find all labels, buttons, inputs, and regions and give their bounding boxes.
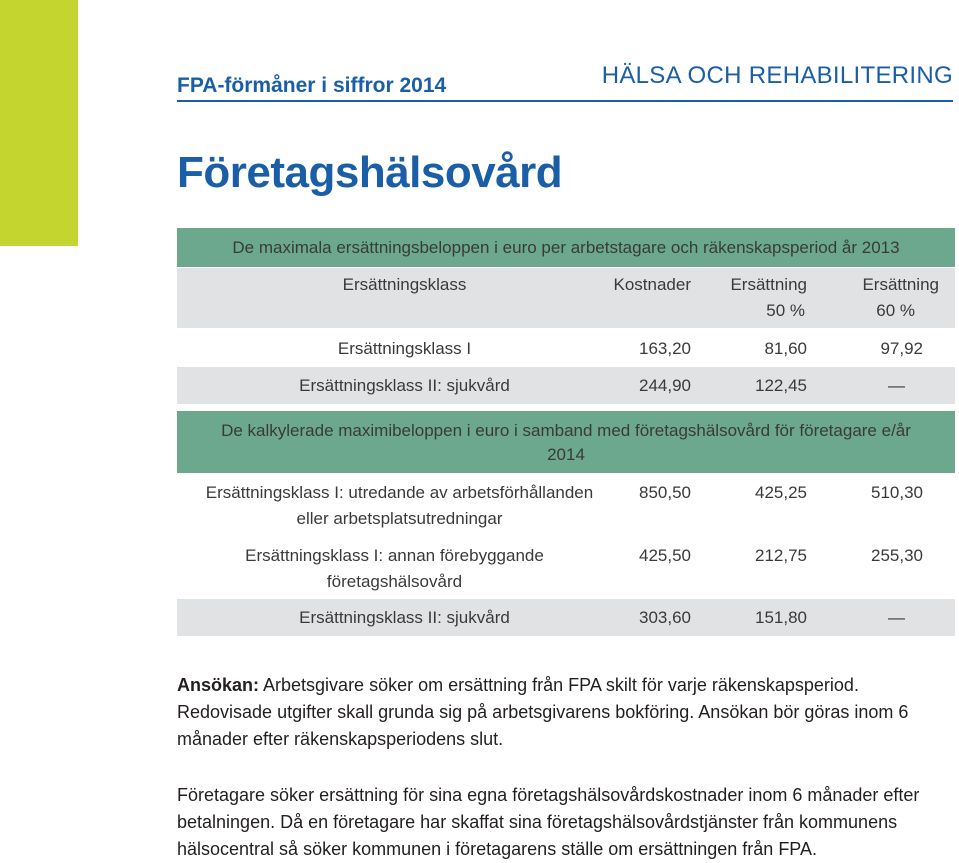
- application-label: Ansökan:: [177, 675, 260, 695]
- row-r50: 122,45: [755, 376, 807, 395]
- header-section-title: HÄLSA OCH REHABILITERING: [601, 62, 953, 89]
- row-r60: —: [888, 608, 905, 627]
- benefits-table: [177, 228, 955, 636]
- table-row: [177, 367, 955, 404]
- col-header-cost: Kostnader: [613, 275, 691, 294]
- col-header-r50-line1: Ersättning: [730, 275, 807, 294]
- application-paragraph: [177, 672, 955, 753]
- application-text: Arbetsgivare söker om ersättning från FPA skilt för varje räkenskapsperiod. Redovisade utgifter skall grunda sig på arbetsgivarens bokföring. Ansökan bör göras inom 6 månader efter räkenskapsperiodens slut.: [177, 675, 909, 749]
- row-r50: 151,80: [755, 608, 807, 627]
- row-label: Ersättningsklass II: sjukvård: [299, 608, 510, 627]
- row-r60: 510,30: [871, 483, 923, 502]
- row-r50: 81,60: [764, 339, 807, 358]
- col-header-r60-line1: Ersättning: [862, 275, 939, 294]
- row-r60: —: [888, 376, 905, 395]
- col-header-class: Ersättningsklass: [342, 275, 467, 294]
- table1-header-row: [177, 268, 955, 328]
- row-label-line2: eller arbetsplatsutredningar: [296, 509, 503, 528]
- row-label: Ersättningsklass I: [337, 339, 472, 358]
- table1-caption-row: [177, 228, 955, 267]
- table-row: [177, 474, 955, 537]
- row-cost: 163,20: [639, 339, 691, 358]
- row-r50: 425,25: [755, 483, 807, 502]
- row-r50: 212,75: [755, 546, 807, 565]
- row-label-line1: Ersättningsklass I: utredande av arbetsförhållanden: [205, 483, 594, 502]
- header-publication-title: FPA-förmåner i siffror 2014: [177, 74, 447, 97]
- table2-caption-line2: 2014: [547, 445, 585, 464]
- table1-caption: De maximala ersättningsbeloppen i euro per arbetstagare och räkenskapsperiod år 2013: [232, 238, 900, 257]
- entrepreneur-paragraph: [177, 782, 955, 863]
- table-row: [177, 599, 955, 636]
- row-label-line1: Ersättningsklass I: annan förebyggande: [245, 546, 544, 565]
- row-cost: 244,90: [639, 376, 691, 395]
- table-row: [177, 329, 955, 366]
- row-cost: 850,50: [639, 483, 691, 502]
- table2-caption-line1: De kalkylerade maximibeloppen i euro i samband med företagshälsovård för företagare e/år: [221, 421, 911, 440]
- page-title: Företagshälsovård: [177, 148, 563, 197]
- header-divider: [177, 100, 953, 102]
- col-header-r60-line2: 60 %: [876, 301, 915, 320]
- row-r60: 255,30: [871, 546, 923, 565]
- col-header-r50-line2: 50 %: [766, 301, 805, 320]
- row-cost: 303,60: [639, 608, 691, 627]
- row-r60: 97,92: [880, 339, 923, 358]
- table2-caption-row: [177, 411, 955, 473]
- table-row: [177, 537, 955, 597]
- entrepreneur-text: Företagare söker ersättning för sina egna företagshälsovårdskostnader inom 6 månader efter betalningen. Då en företagare har skaffat sina företagshälsovårdstjänster från kommunens hälsocentral så söker kommunen i företagarens ställe om ersättningen från FPA.: [177, 785, 920, 859]
- row-label-line2: företagshälsovård: [326, 572, 463, 591]
- decorative-green-bar: [0, 0, 78, 246]
- row-label: Ersättningsklass II: sjukvård: [299, 376, 510, 395]
- row-cost: 425,50: [639, 546, 691, 565]
